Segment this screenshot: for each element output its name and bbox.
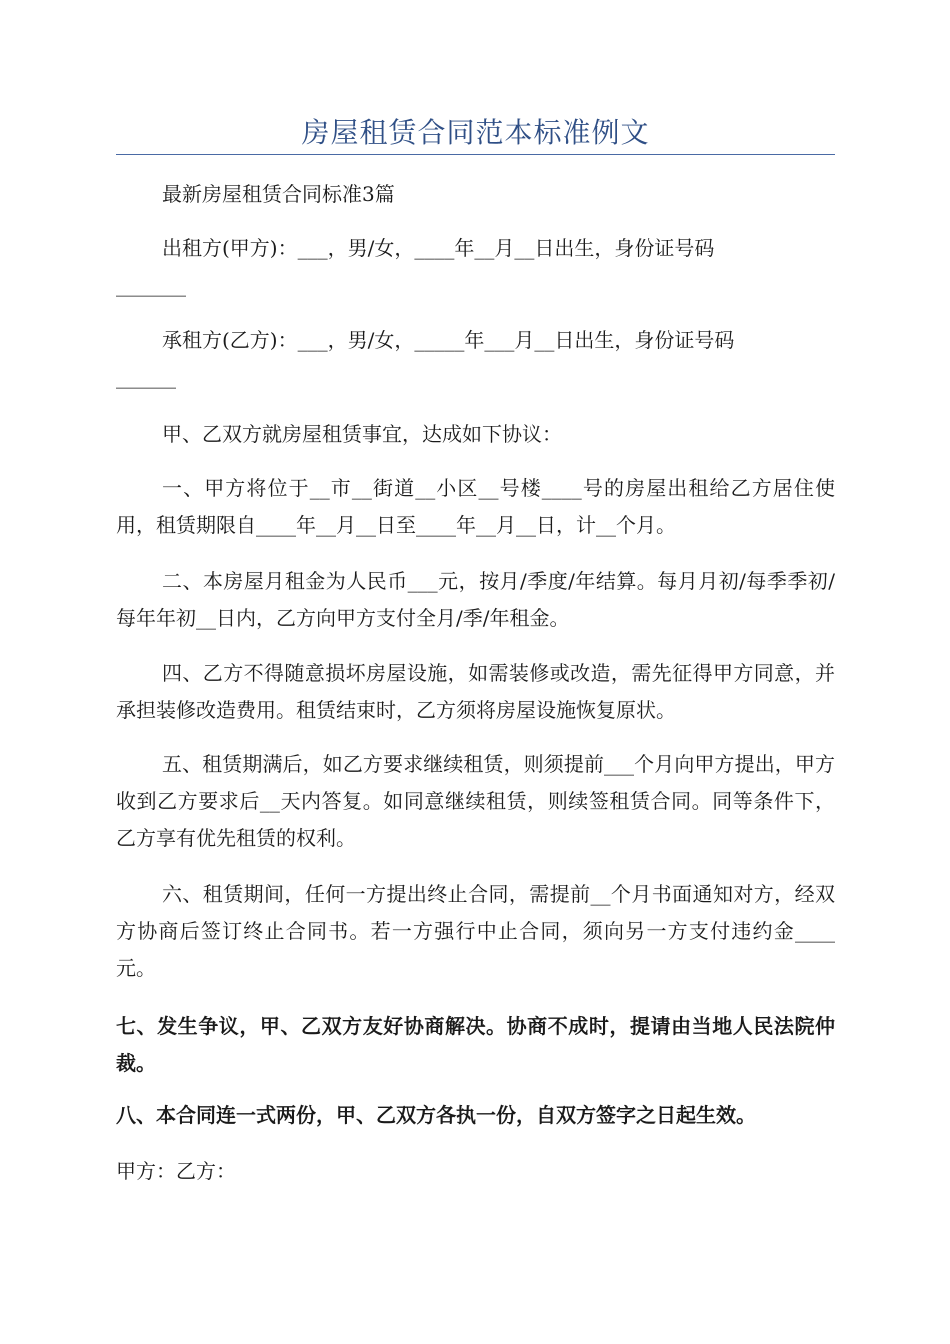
signature-line: 甲方：乙方： [116, 1159, 236, 1183]
clause-5: 五、租赁期满后，如乙方要求继续租赁，则须提前___个月向甲方提出，甲方收到乙方要求后__天内答复。如同意继续租赁，则续签租赁合同。同等条件下，乙方享有优先租赁的权利。 [116, 752, 835, 850]
clause-2: 二、本房屋月租金为人民币___元，按月/季度/年结算。每月月初/每季季初/每年年初__日内，乙方向甲方支付全月/季/年租金。 [116, 569, 835, 630]
clause-8: 八、本合同连一式两份，甲、乙双方各执一份，自双方签字之日起生效。 [116, 1103, 756, 1127]
clause-7: 七、发生争议，甲、乙双方友好协商解决。协商不成时，提请由当地人民法院仲裁。 [116, 1014, 835, 1075]
document-title: 房屋租赁合同范本标准例文 [301, 116, 650, 149]
title-underline [116, 154, 835, 155]
document-subtitle: 最新房屋租赁合同标准3篇 [162, 182, 395, 206]
lessee-paragraph [116, 322, 835, 396]
clause-4: 四、乙方不得随意损坏房屋设施，如需装修或改造，需先征得甲方同意，并承担装修改造费用。租赁结束时，乙方须将房屋设施恢复原状。 [116, 661, 835, 722]
lessee-id-blank: ______ [116, 365, 176, 389]
lessee-line: 承租方(乙方)：___，男/女，_____年___月__日出生，身份证号码 [162, 328, 735, 352]
lessor-id-blank: _______ [116, 273, 186, 297]
agreement-intro: 甲、乙双方就房屋租赁事宜，达成如下协议： [162, 422, 562, 446]
lessor-paragraph [116, 230, 835, 304]
clause-1: 一、甲方将位于__市__街道__小区__号楼____号的房屋出租给乙方居住使用，租赁期限自____年__月__日至____年__月__日，计__个月。 [116, 476, 835, 537]
lessor-line: 出租方(甲方)：___，男/女，____年__月__日出生，身份证号码 [162, 236, 715, 260]
clause-6: 六、租赁期间，任何一方提出终止合同，需提前__个月书面通知对方，经双方协商后签订终止合同书。若一方强行中止合同，须向另一方支付违约金____元。 [116, 882, 835, 980]
